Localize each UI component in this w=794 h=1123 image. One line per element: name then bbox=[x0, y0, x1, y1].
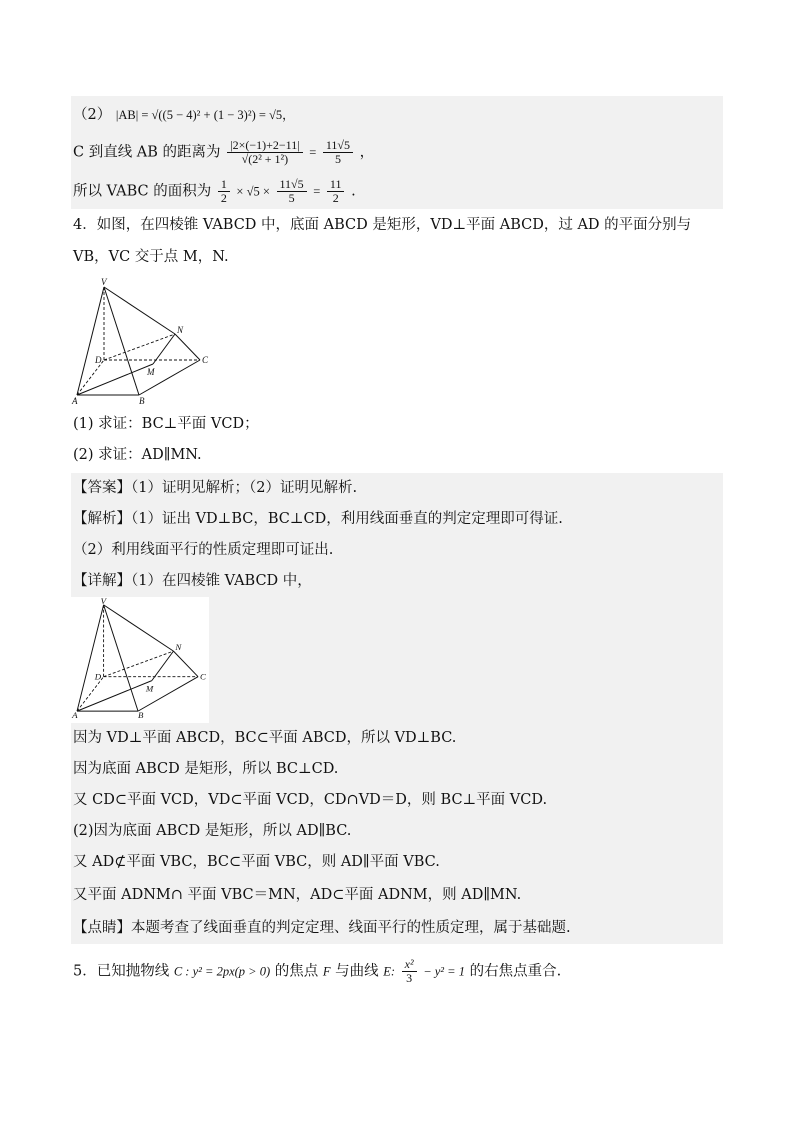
ab-length-line bbox=[71, 96, 723, 131]
answer-block bbox=[71, 473, 723, 944]
comma: ， bbox=[359, 144, 375, 161]
q4-stem-line2: VB，VC 交于点 M，N. bbox=[73, 249, 229, 265]
distance-line bbox=[71, 131, 723, 174]
area-fraction bbox=[277, 178, 307, 205]
area-result-den: 2 bbox=[332, 191, 339, 205]
half-num: 1 bbox=[218, 178, 230, 192]
analysis-line1: 【解析】（1）证出 VD⊥BC，BC⊥CD，利用线面垂直的判定定理即可得证. bbox=[73, 511, 563, 527]
area-frac-num: 11√5 bbox=[277, 178, 307, 192]
label-N: N bbox=[175, 642, 182, 653]
q5-text2: 与曲线 bbox=[335, 963, 379, 980]
label-C: C bbox=[200, 671, 206, 682]
area-frac-den: 5 bbox=[288, 191, 295, 205]
distance-result bbox=[323, 139, 353, 166]
label-V: V bbox=[100, 597, 107, 606]
label-V: V bbox=[101, 277, 107, 287]
curve-frac-den: 3 bbox=[406, 971, 413, 985]
distance-numerator: |2×(−1)+2−11| bbox=[227, 139, 302, 153]
detail-step6: 又平面 ADNM∩ 平面 VBC＝MN，AD⊂平面 ADNM，则 AD∥MN. bbox=[73, 887, 522, 903]
area-mid: × √5 × bbox=[236, 184, 270, 199]
distance-denominator: √(2² + 1²) bbox=[241, 152, 289, 166]
area-result bbox=[327, 178, 345, 205]
detail-step5: 又 AD⊄平面 VBC，BC⊂平面 VBC，则 AD∥平面 VBC. bbox=[73, 854, 440, 870]
label-D: D bbox=[95, 355, 102, 365]
detail-step1: 因为 VD⊥平面 ABCD，BC⊂平面 ABCD，所以 VD⊥BC. bbox=[73, 730, 457, 746]
result-numerator: 11√5 bbox=[323, 139, 353, 153]
equals-sign: = bbox=[313, 184, 321, 199]
parabola-equation: C : y² = 2px(p > 0) bbox=[173, 964, 271, 979]
q5-prefix: 5．已知抛物线 bbox=[73, 963, 170, 980]
q4-part1: (1) 求证：BC⊥平面 VCD； bbox=[73, 416, 259, 432]
detail-step2: 因为底面 ABCD 是矩形，所以 BC⊥CD. bbox=[73, 761, 339, 777]
ab-length-formula: |AB| = √((5 − 4)² + (1 − 3)²) = √5， bbox=[115, 108, 295, 122]
curve-fraction bbox=[402, 958, 417, 985]
document-page bbox=[71, 96, 723, 991]
analysis-line2: （2）利用线面平行的性质定理即可证出. bbox=[73, 542, 334, 558]
detail-step4: (2)因为底面 ABCD 是矩形，所以 AD∥BC. bbox=[73, 823, 352, 839]
pyramid-figure bbox=[71, 277, 723, 409]
pyramid-diagram-detail bbox=[71, 597, 209, 719]
label-B: B bbox=[138, 710, 144, 719]
period: . bbox=[351, 183, 356, 200]
curve-label: E: bbox=[383, 964, 396, 979]
q5-text: 的焦点 bbox=[274, 963, 319, 980]
detail-figure bbox=[71, 597, 723, 723]
comment-line: 【点睛】本题考查了线面垂直的判定定理、线面平行的性质定理，属于基础题. bbox=[73, 920, 571, 936]
area-text: 所以 VABC 的面积为 bbox=[73, 183, 212, 200]
label-B: B bbox=[139, 396, 145, 405]
label-M: M bbox=[145, 683, 154, 694]
half-fraction bbox=[218, 178, 230, 205]
answer-line: 【答案】（1）证明见解析；（2）证明见解析. bbox=[73, 480, 358, 496]
distance-fraction bbox=[227, 139, 302, 166]
label-C: C bbox=[202, 355, 209, 365]
label-M: M bbox=[147, 367, 155, 377]
label-A: A bbox=[72, 396, 78, 405]
area-result-num: 11 bbox=[327, 178, 345, 192]
curve-equation-rest: − y² = 1 bbox=[423, 964, 465, 979]
half-den: 2 bbox=[220, 191, 227, 205]
label-N: N bbox=[177, 325, 184, 335]
q4-stem-line1: 4．如图，在四棱锥 VABCD 中，底面 ABCD 是矩形，VD⊥平面 ABCD，过 AD 的平面分别与 bbox=[73, 217, 692, 233]
q5-stem bbox=[71, 944, 723, 991]
detail-step3: 又 CD⊂平面 VCD，VD⊂平面 VCD，CD∩VD＝D，则 BC⊥平面 VCD. bbox=[73, 792, 548, 808]
part-label: （2） bbox=[73, 107, 112, 123]
q5-tail: 的右焦点重合. bbox=[469, 963, 562, 980]
label-A: A bbox=[72, 710, 78, 719]
q4-part2: (2) 求证：AD∥MN. bbox=[73, 447, 202, 463]
distance-text: C 到直线 AB 的距离为 bbox=[73, 144, 221, 161]
equals-sign: = bbox=[309, 145, 317, 160]
detail-line: 【详解】（1）在四棱锥 VABCD 中， bbox=[73, 573, 312, 589]
focus-label: F bbox=[322, 964, 331, 979]
prev-solution-block bbox=[71, 96, 723, 209]
label-D: D bbox=[94, 671, 102, 682]
pyramid-diagram bbox=[71, 277, 211, 405]
area-line bbox=[71, 174, 723, 209]
result-denominator: 5 bbox=[334, 152, 341, 166]
curve-frac-num: x² bbox=[402, 958, 417, 972]
